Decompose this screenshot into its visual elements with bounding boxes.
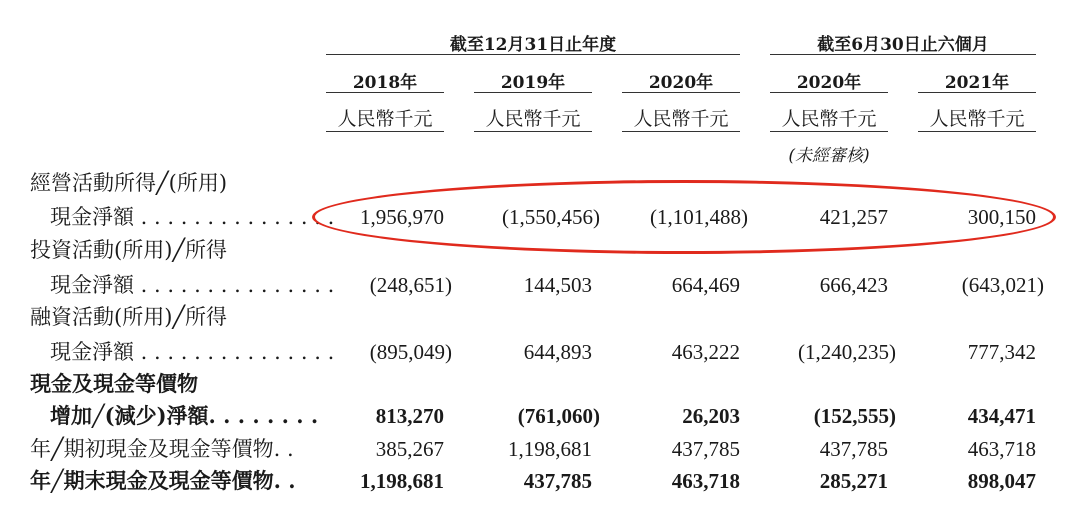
- table-cell: 666,423: [819, 273, 888, 297]
- table-cell: 437,785: [523, 469, 592, 493]
- row-closing-cash-label: 年╱期末現金及現金等價物. .: [30, 468, 296, 493]
- table-cell: 463,718: [967, 437, 1036, 461]
- column-year-rule: [770, 92, 888, 93]
- header-halfyear-group: 截至6月30日止六個月: [817, 35, 989, 55]
- column-unit: 人民幣千元: [485, 108, 581, 130]
- column-year-2019: 2019年: [500, 73, 566, 93]
- table-cell: 463,222: [671, 340, 740, 364]
- column-unit-rule: [770, 131, 888, 132]
- column-unit: 人民幣千元: [781, 108, 877, 130]
- row-investing-label-line2: 現金淨額 . . . . . . . . . . . . . . .: [50, 273, 335, 297]
- table-cell: (1,550,456): [502, 205, 600, 229]
- table-cell: 421,257: [819, 205, 888, 229]
- column-year-2020-h1: 2020年: [796, 73, 862, 93]
- row-investing-label-line1: 投資活動(所用)╱所得: [30, 238, 228, 262]
- column-year-2018: 2018年: [352, 73, 418, 93]
- header-year-group-rule: [326, 54, 740, 55]
- table-cell: 300,150: [967, 205, 1036, 229]
- column-year-2021-h1: 2021年: [944, 73, 1010, 93]
- unaudited-note: (未經審核): [788, 146, 870, 166]
- table-cell: 777,342: [967, 340, 1036, 364]
- table-cell: 385,267: [375, 437, 444, 461]
- table-cell: 437,785: [819, 437, 888, 461]
- table-cell: 1,198,681: [360, 469, 444, 493]
- table-cell: (152,555): [813, 404, 896, 428]
- row-operating-label-line2: 現金淨額 . . . . . . . . . . . . . . .: [50, 205, 335, 229]
- table-cell: (248,651): [369, 273, 452, 297]
- row-financing-label-line1: 融資活動(所用)╱所得: [30, 305, 228, 329]
- column-unit-rule: [918, 131, 1036, 132]
- table-cell: (643,021): [961, 273, 1044, 297]
- table-cell: 1,956,970: [360, 205, 444, 229]
- row-opening-cash-label: 年╱期初現金及現金等價物. .: [30, 437, 294, 461]
- table-cell: 144,503: [523, 273, 592, 297]
- column-unit-rule: [474, 131, 592, 132]
- column-unit-rule: [622, 131, 740, 132]
- column-unit: 人民幣千元: [633, 108, 729, 130]
- table-cell: (1,240,235): [798, 340, 896, 364]
- column-year-2020: 2020年: [648, 73, 714, 93]
- column-year-rule: [474, 92, 592, 93]
- table-cell: 644,893: [523, 340, 592, 364]
- table-cell: 26,203: [682, 404, 740, 428]
- column-year-rule: [326, 92, 444, 93]
- table-cell: 463,718: [671, 469, 740, 493]
- table-cell: 813,270: [375, 404, 444, 428]
- row-financing-label-line2: 現金淨額 . . . . . . . . . . . . . . .: [50, 340, 335, 364]
- table-cell: 898,047: [967, 469, 1036, 493]
- row-operating-label-line1: 經營活動所得╱(所用): [30, 171, 228, 195]
- table-cell: 437,785: [671, 437, 740, 461]
- header-year-group: 截至12月31日止年度: [449, 35, 617, 55]
- header-halfyear-group-rule: [770, 54, 1036, 55]
- column-unit-rule: [326, 131, 444, 132]
- table-cell: 434,471: [967, 404, 1036, 428]
- row-net-change-label-line1: 現金及現金等價物: [30, 371, 198, 396]
- table-cell: 664,469: [671, 273, 740, 297]
- column-unit: 人民幣千元: [337, 108, 433, 130]
- column-unit: 人民幣千元: [929, 108, 1025, 130]
- table-cell: (1,101,488): [650, 205, 748, 229]
- column-year-rule: [918, 92, 1036, 93]
- column-year-rule: [622, 92, 740, 93]
- table-cell: (895,049): [369, 340, 452, 364]
- table-cell: 285,271: [819, 469, 888, 493]
- table-cell: (761,060): [517, 404, 600, 428]
- table-cell: 1,198,681: [508, 437, 592, 461]
- row-net-change-label-line2: 增加╱(減少)淨額. . . . . . . .: [50, 403, 319, 428]
